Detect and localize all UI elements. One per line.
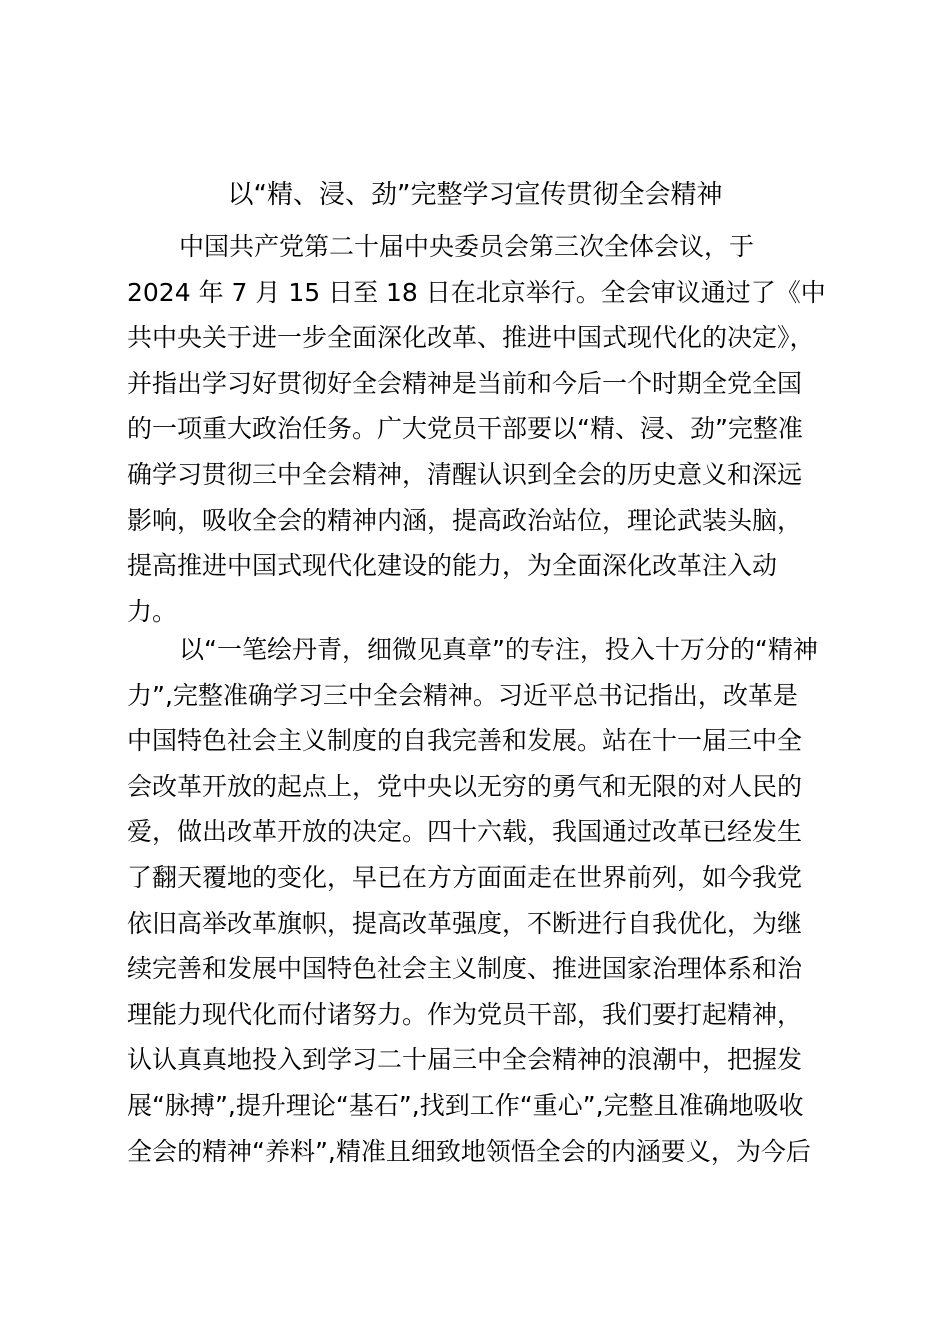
- paragraph-line: 展“脉搏”,提升理论“基石”,找到工作“重心”,完整且准确地吸收: [127, 1090, 804, 1120]
- paragraph-line: 爱，做出改革开放的决定。四十六载，我国通过改革已经发生: [127, 817, 803, 847]
- paragraph-line: 2024 年 7 月 15 日至 18 日在北京举行。全会审议通过了《中: [127, 277, 826, 307]
- paragraph-line: 续完善和发展中国特色社会主义制度、推进国家治理体系和治: [127, 954, 803, 984]
- paragraph-line: 理能力现代化而付诸努力。作为党员干部，我们要打起精神，: [127, 999, 803, 1029]
- paragraph-line: 中国共产党第二十届中央委员会第三次全体会议，于: [179, 232, 755, 261]
- paragraph-2: [127, 627, 818, 1174]
- paragraph-line: 力。: [127, 596, 178, 626]
- paragraph-line: 认认真真地投入到学习二十届三中全会精神的浪潮中，把握发: [127, 1045, 803, 1075]
- paragraph-line: 的一项重大政治任务。广大党员干部要以“精、浸、劲”完整准: [127, 414, 803, 444]
- paragraph-line: 力”,完整准确学习三中全会精神。习近平总书记指出，改革是: [127, 680, 798, 710]
- paragraph-line: 以“一笔绘丹青，细微见真章”的专注，投入十万分的“精神: [179, 635, 818, 664]
- paragraph-line: 全会的精神“养料”,精准且细致地领悟全会的内涵要义，为今后: [127, 1136, 811, 1166]
- document-title: 以“精、浸、劲”完整学习宣传贯彻全会精神: [227, 180, 723, 210]
- paragraph-line: 中国特色社会主义制度的自我完善和发展。站在十一届三中全: [127, 726, 803, 756]
- paragraph-line: 影响，吸收全会的精神内涵，提高政治站位，理论武装头脑，: [127, 505, 803, 535]
- paragraph-line: 会改革开放的起点上，党中央以无穷的勇气和无限的对人民的: [127, 771, 803, 801]
- paragraph-line: 依旧高举改革旗帜，提高改革强度，不断进行自我优化，为继: [127, 908, 803, 938]
- paragraph-line: 提高推进中国式现代化建设的能力，为全面深化改革注入动: [127, 551, 778, 581]
- paragraph-1: [127, 224, 826, 634]
- paragraph-line: 共中央关于进一步全面深化改革、推进中国式现代化的决定》，: [127, 323, 815, 353]
- paragraph-line: 了翻天覆地的变化，早已在方方面面走在世界前列，如今我党: [127, 862, 803, 892]
- paragraph-line: 并指出学习好贯彻好全会精神是当前和今后一个时期全党全国: [127, 368, 803, 398]
- paragraph-line: 确学习贯彻三中全会精神，清醒认识到全会的历史意义和深远: [127, 459, 803, 489]
